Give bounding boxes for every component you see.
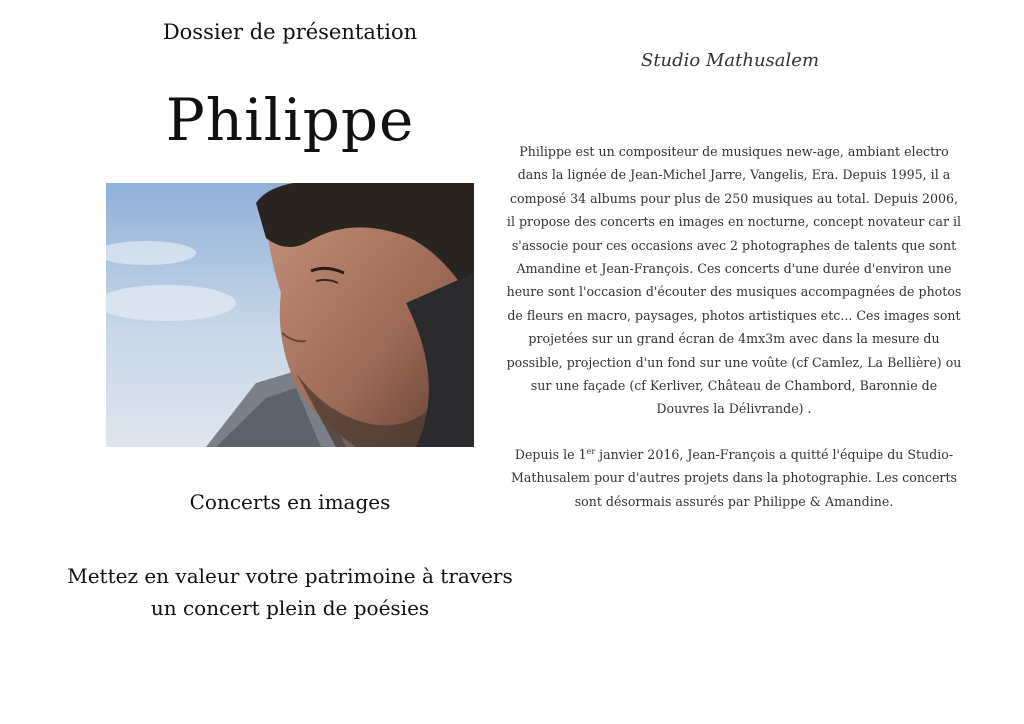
portrait-photo (106, 183, 474, 447)
tagline: Mettez en valeur votre patrimoine à travers un concert plein de poésies (67, 564, 513, 620)
bio-paragraph-1: Philippe est un compositeur de musiques new-age, ambiant electro dans la lignée de Jean-Michel Jarre, Vangelis, Era. Depuis 1995, il a composé 34 albums pour plus de 250 musiques au total. Depuis 2006, il propose des concerts en images en nocturne, concept novateur car il s'associe pour ces occasions avec 2 photographes de talents que sont Amandine et Jean-François. Ces concerts d'une durée d'environ une heure sont l'occasion d'écouter des musiques accompagnées de photos de fleurs en macro, paysages, photos artistiques etc... Ces images sont projetées sur un grand écran de 4mx3m avec dans la mesure du possible, projection d'un fond sur une voûte (cf Camlez, La Bellière) ou sur une façade (cf Kerliver, Château de Chambord, Baronnie de Douvres la Délivrande) . (506, 144, 962, 417)
portrait-illustration (106, 183, 474, 447)
biography (506, 140, 962, 513)
studio-name: Studio Mathusalem (640, 50, 820, 71)
bio-p2-prefix: Depuis le 1 (514, 446, 587, 462)
document-kicker: Dossier de présentation (162, 20, 418, 44)
concerts-heading: Concerts en images (189, 490, 391, 514)
bio-paragraph-2 (506, 443, 962, 513)
document-title: Philippe (165, 86, 415, 154)
bio-p2-rest: janvier 2016, Jean-François a quitté l'équipe du Studio-Mathusalem pour d'autres projets dans la photographie. Les concerts sont désormais assurés par Philippe & Amandine. (511, 446, 957, 509)
bio-p2-superscript: er (586, 446, 596, 456)
